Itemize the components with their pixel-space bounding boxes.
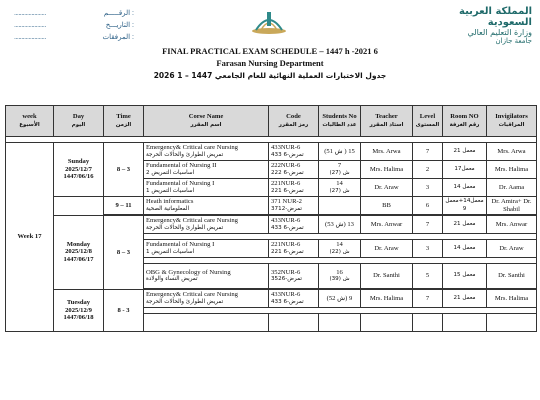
ministry-name: وزارة التعليم العالي <box>467 28 532 37</box>
table-row <box>6 289 537 308</box>
time-cell: 8 – 3 <box>104 143 144 197</box>
week-cell: Week 17 <box>6 143 54 332</box>
room-cell: معمل 21 <box>443 289 487 308</box>
course-cell <box>144 314 269 332</box>
room-cell: معمل 21 <box>443 143 487 161</box>
students-cell: (ش 52) 9 <box>319 289 361 308</box>
students-cell: (ش 53) 13 <box>319 215 361 234</box>
teacher-cell: Mrs. Arwa <box>361 143 413 161</box>
date-label: : التاريـــخ <box>105 22 134 29</box>
col-course: Corse Name اسم المقرر <box>144 106 269 137</box>
time-cell: 8 - 3 <box>104 289 144 332</box>
invigilator-cell: Mrs. Halima <box>487 161 537 179</box>
course-cell: Heath informatics المعلوماتية الصحية <box>144 197 269 216</box>
col-invigilators: Invigilators المراقبات <box>487 106 537 137</box>
teacher-cell: Mrs. Halima <box>361 289 413 308</box>
invigilator-cell: Dr. Araw <box>487 240 537 258</box>
course-cell: Fundamental of Nursing I اساسيات التمريض 1 <box>144 240 269 258</box>
invigilator-cell: Mrs. Halima <box>487 289 537 308</box>
course-cell: OBG & Gynecology of Nursing تمريض النساء والولادة <box>144 264 269 290</box>
level-cell: 7 <box>413 289 443 308</box>
date-dots: ...................... <box>14 22 46 29</box>
room-cell <box>443 314 487 332</box>
level-cell: 6 <box>413 197 443 216</box>
exam-schedule-table <box>5 105 537 332</box>
university-name: جامعة جازان <box>495 37 532 45</box>
day-cell-sunday: Sunday 2025/12/7 1447/06/16 <box>54 143 104 197</box>
schedule-title: FINAL PRACTICAL EXAM SCHEDULE – 1447 h -2021 6 <box>162 46 378 56</box>
col-level: Level المستوى <box>413 106 443 137</box>
level-cell: 3 <box>413 240 443 258</box>
col-teacher: Teacher استاذ المقرر <box>361 106 413 137</box>
students-cell: 7 ش (27) <box>319 161 361 179</box>
students-cell: 14 ش (22) <box>319 240 361 258</box>
table-row <box>6 215 537 234</box>
day-cell-tuesday: Tuesday 2025/12/9 1447/06/18 <box>54 289 104 332</box>
code-cell: 371 NUR-2 371تمرض-2 <box>269 197 319 216</box>
room-cell: معمل 14 <box>443 240 487 258</box>
department-title: Farasan Nursing Department <box>216 58 324 68</box>
col-students: Students No عدد الطالبات <box>319 106 361 137</box>
teacher-cell: Dr. Araw <box>361 179 413 197</box>
teacher-cell: Mrs. Anwar <box>361 215 413 234</box>
room-cell: معمل 15 <box>443 264 487 290</box>
col-week: week الأسبوع <box>6 106 54 137</box>
table-header-row <box>6 106 537 137</box>
teacher-cell <box>361 314 413 332</box>
level-cell <box>413 314 443 332</box>
level-cell: 5 <box>413 264 443 290</box>
kingdom-name: المملكة العربية السعودية <box>459 6 532 28</box>
invigilator-cell: Mrs. Arwa <box>487 143 537 161</box>
code-cell: 221NUR-6 221 تمرض-6 <box>269 179 319 197</box>
code-cell: 433NUR-6 433 تمرض-6 <box>269 289 319 308</box>
number-dots: ...................... <box>14 10 46 17</box>
teacher-cell: Dr. Santhi <box>361 264 413 290</box>
code-cell: 352NUR-6 352تمرض-6 <box>269 264 319 290</box>
code-cell: 221NUR-6 221 تمرض-6 <box>269 240 319 258</box>
level-cell: 7 <box>413 215 443 234</box>
col-day: Day اليوم <box>54 106 104 137</box>
students-cell: (ش 51 ) 15 <box>319 143 361 161</box>
students-cell <box>319 197 361 216</box>
course-cell: Fundamental of Nursing I اساسيات التمريض 1 <box>144 179 269 197</box>
time-cell: 9 – 11 <box>104 197 144 216</box>
invigilator-cell: Mrs. Anwar <box>487 215 537 234</box>
day-cell-monday: Monday 2025/12/8 1447/06/17 <box>54 215 104 289</box>
col-room: Room NO رقم الغرفة <box>443 106 487 137</box>
room-cell: معمل 14 <box>443 179 487 197</box>
arabic-title: جدول الاختبارات العملية النهائية للعام الجامعي 1447 – 1 2026 <box>153 71 387 80</box>
number-label: : الرقـــــم <box>103 10 134 17</box>
code-cell: 222NUR-6 222 تمرض-6 <box>269 161 319 179</box>
reference-fields <box>14 8 134 44</box>
course-cell: Fundamental of Nursing II اساسيات التمريض 2 <box>144 161 269 179</box>
invigilator-cell: Dr. Santhi <box>487 264 537 290</box>
room-cell: معمل 21 <box>443 215 487 234</box>
invigilator-cell: Dr. Amira+ Dr. Shabil <box>487 197 537 216</box>
table-row <box>6 197 537 216</box>
col-code: Code رمز المقرر <box>269 106 319 137</box>
room-cell: معمل14+معمل 9 <box>443 197 487 216</box>
room-cell: معمل17 <box>443 161 487 179</box>
students-cell: 14 ش (27) <box>319 179 361 197</box>
empty-day-cell <box>54 197 104 216</box>
level-cell: 7 <box>413 143 443 161</box>
table-row <box>6 143 537 161</box>
time-cell: 8 – 3 <box>104 215 144 289</box>
teacher-cell: Mrs. Halima <box>361 161 413 179</box>
students-cell: 16 (39) ش <box>319 264 361 290</box>
course-cell: Emergency& Critical care Nursing تمريض الطوارئ والحالات الحرجة <box>144 215 269 234</box>
institution-header <box>412 6 532 45</box>
invigilator-cell <box>487 314 537 332</box>
teacher-cell: BB <box>361 197 413 216</box>
students-cell <box>319 314 361 332</box>
attachments-dots: ...................... <box>14 34 46 41</box>
attachments-label: : المرفقات <box>102 34 134 41</box>
level-cell: 3 <box>413 179 443 197</box>
course-cell: Emergency& Critical care Nursing تمريض الطوارئ والحالات الحرجة <box>144 289 269 308</box>
code-cell <box>269 314 319 332</box>
course-cell: Emergency& Critical care Nursing تمريض الطوارئ والحالات الحرجة <box>144 143 269 161</box>
col-time: Time الزمن <box>104 106 144 137</box>
teacher-cell: Dr. Araw <box>361 240 413 258</box>
level-cell: 2 <box>413 161 443 179</box>
code-cell: 433NUR-6 433 تمرض-6 <box>269 215 319 234</box>
code-cell: 433NUR-6 433 تمرض-6 <box>269 143 319 161</box>
university-logo-icon <box>248 6 290 36</box>
invigilator-cell: Dr. Aama <box>487 179 537 197</box>
